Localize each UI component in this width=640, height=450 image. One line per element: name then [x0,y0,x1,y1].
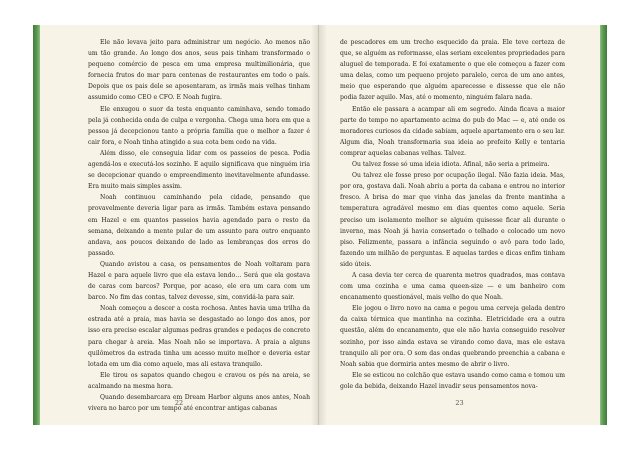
paragraph: Além disso, ele conseguia lidar com os passeios de pesca. Podia agendá-los e executá-los sozinho. E aquilo significava que ninguém iria se decepcionar quando o empreendimento inevitavelmente afundasse. Era muito mais simples assim. [88,149,310,191]
paragraph: Ele enxugou o suor da testa enquanto caminhava, sendo tomado pela já conhecida onda de culpa e vergonha. Chega uma hora em que a pessoa já decepcionou tanto a própria família que o melhor a fazer é cair fora, e Noah tinha atingido a sua cota bem cedo na vida. [88,105,310,146]
left-page [40,25,319,425]
paragraph: Ele se esticou no colchão que estava usando como cama e tomou um gole da bebida, deixando Hazel invadir seus pensamentos nova- [340,371,565,390]
paragraph: Quando desembarcara em Dream Harbor alguns anos antes, Noah vivera no barco por um tempo até encontrar antigas cabanas [88,394,310,413]
paragraph: Ele não levava jeito para administrar um negócio. Ao menos não um tão grande. Ao longo dos anos, seus pais tinham transformado o pequeno comércio de pesca em uma empresa multimilionária, que fornecia frutos do mar para centenas de restaurantes em todo o país. Depois que os pais dele se aposentaram, as irmãs mais velhas tinham assumido como CEO e CFO. E Noah fugira. [88,39,310,102]
paragraph: Ele tirou os sapatos quando chegou e cravou os pés na areia, se acalmando na mesma hora. [88,371,310,390]
book-gutter [311,25,327,425]
paragraph: Ele jogou o livro novo na cama e pegou uma cerveja gelada dentro da caixa térmica que mantinha na cozinha. Eletricidade era a outra questão, além do encanamento, que ele não havia conseguido resolver sozinho, por isso ainda estava se virando como dava, mas ele estava tranquilo ali por ora. O som das ondas quebrando preenchia a cabana e Noah sabia que dormiria antes mesmo de abrir o livro. [340,305,565,368]
book-edge-left [33,25,40,425]
book-edge-right [600,25,607,425]
paragraph: A casa devia ter cerca de quarenta metros quadrados, mas contava com uma cozinha e uma cama queen-size — e um banheiro com encanamento questionável, mais velho do que Noah. [340,271,565,302]
right-page [319,25,600,425]
paragraph: Noah continuou caminhando pela cidade, pensando que provavelmente deveria ligar para as irmãs. Também estava pensando em Hazel e em quantos passeios havia agendado para o resto da semana, deixando a mente pular de um assunto para outro enquanto andava, aos poucos deixando de lado as lembranças dos erros do passado. [88,194,310,257]
right-page-text [340,37,565,392]
paragraph: Quando avistou a casa, os pensamentos de Noah voltaram para Hazel e para aquele livro que ela estava lendo… Será que ela gostava de caras com barcos? Porque, por acaso, ele era um cara com um barco. No fim das contas, talvez devesse, sim, convidá-la para sair. [88,260,310,302]
page-number: 22 [174,399,184,407]
paragraph: Ou talvez ele fosse preso por ocupação ilegal. Não fazia ideia. Mas, por ora, gostava dali. Noah abriu a porta da cabana e entrou no interior fresco. A brisa do mar que vinha das janelas da frente mantinha a temperatura agradável mesmo em dias quentes como aquele. Seria preciso um isolamento melhor se alguém quisesse ficar ali durante o inverno, mas Noah já havia consertado o telhado e colocado um novo piso. Felizmente, passara a infância seguindo o avô para todo lado, fazendo um milhão de perguntas. E aquelas tardes e dicas enfim tinham sido úteis. [340,172,565,268]
paragraph: Noah começou a descer a costa rochosa. Antes havia uma trilha da estrada até a praia, mas havia se desgastado ao longo dos anos, por isso era preciso escalar algumas pedras grandes e pedaços de concreto para chegar à areia. Mas Noah não se importava. A praia a alguns quilômetros da estrada tinha um acesso muito melhor e deveria estar lotada em um dia como aquele, mas ali estava tranquilo. [88,305,310,368]
page-number: 23 [455,399,464,407]
paragraph: Ou talvez fosse só uma ideia idiota. Afinal, não seria a primeira. [352,161,550,169]
paragraph: Então ele passara a acampar ali em segredo. Ainda ficava a maior parte do tempo no apartamento acima do pub do Mac — e, até onde os moradores curiosos da cidade sabiam, aquele apartamento era o seu lar. Algum dia, Noah transformaria sua ideia ao prefeito Kelly e tentaria comprar aquelas cabanas velhas. Talvez. [340,105,565,157]
paragraph: de pescadores em um trecho esquecido da praia. Ele teve certeza de que, se alguém as reformasse, elas seriam excelentes propriedades para aluguel de temporada. E foi exatamente o que ele começou a fazer com uma delas, como um pequeno projeto paralelo, cerca de um ano antes, meio que esperando que alguém aparecesse e dissesse que ele não podia fazer aquilo. Mas, até o momento, ninguém falara nada. [340,39,565,102]
left-page-text [88,37,310,414]
